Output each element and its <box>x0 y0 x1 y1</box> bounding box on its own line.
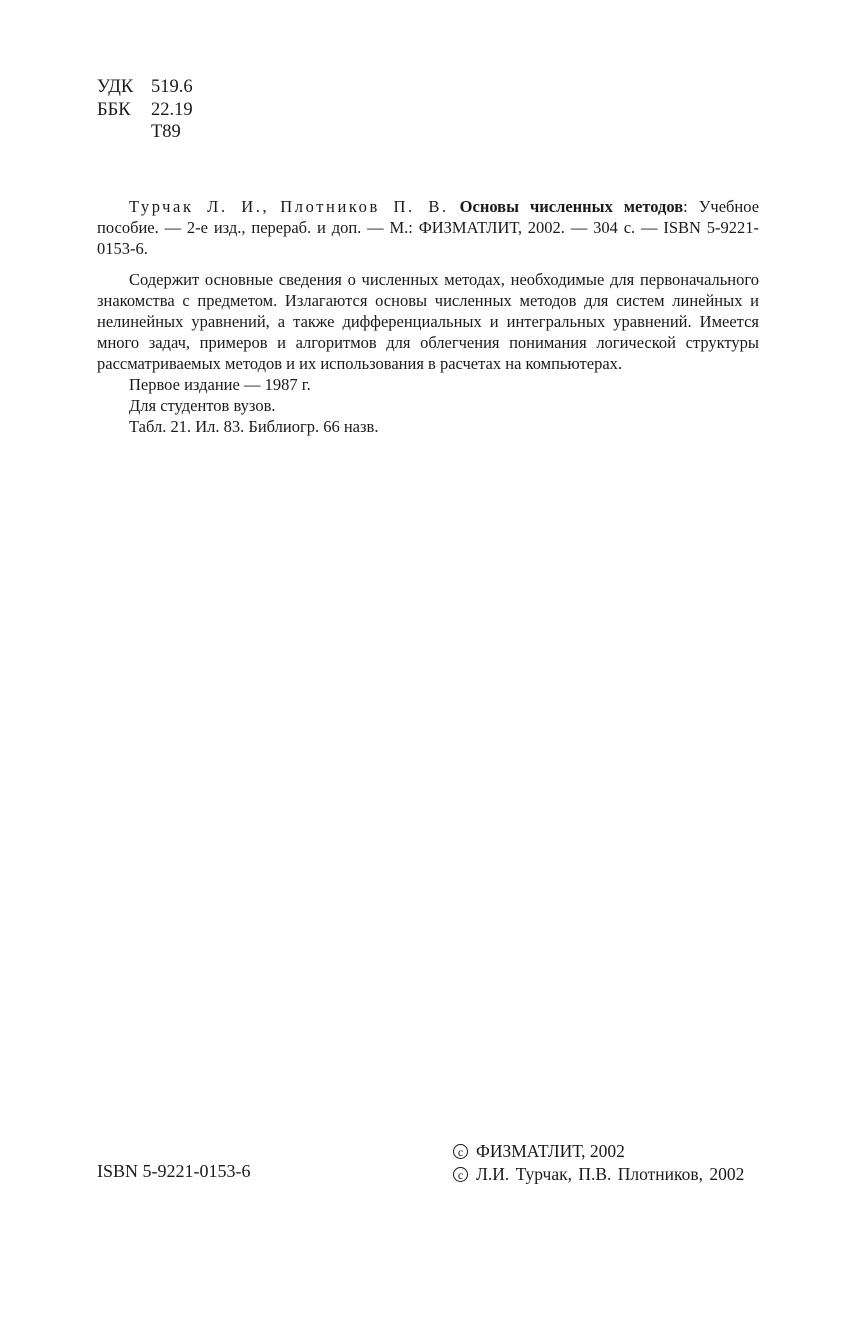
annotation-paragraph: Содержит основные сведения о численных методах, необходимые для первоначального знакомства с предметом. Излагаются основы численных методов для систем линейных и нелинейных уравнений, а также дифференциальных и интегральных уравнений. Имеется много задач, примеров и алгоритмов для облегчения понимания логической структуры рассматриваемых методов и их использования в расчетах на компьютерах. <box>97 270 759 373</box>
code-key: ББК <box>97 99 131 120</box>
copyright-publisher <box>453 1140 759 1163</box>
copyright-icon: c <box>453 1144 468 1159</box>
copyright-text: ФИЗМАТЛИТ, 2002 <box>476 1141 625 1161</box>
classification-codes <box>97 76 193 144</box>
udc-code <box>97 76 193 99</box>
book-title: Основы численных методов <box>459 197 684 216</box>
bibliographic-record <box>97 196 759 259</box>
code-value: 519.6 <box>151 77 193 97</box>
publication-details: : Учебное пособие. — 2-е изд., перераб. и доп. — М.: ФИЗМАТЛИТ, 2002. — 304 с. — ISBN 5-9221-0153-6. <box>97 197 760 258</box>
copyright-authors <box>453 1163 759 1186</box>
copyright-icon: c <box>453 1167 468 1182</box>
code-key: УДК <box>97 77 134 97</box>
annotation <box>97 269 759 437</box>
code-value: Т89 <box>151 122 181 142</box>
author-second: Плотников П. В. <box>280 197 449 216</box>
author-first: Турчак Л. И., <box>129 197 270 216</box>
book-statistics: Табл. 21. Ил. 83. Библиогр. 66 назв. <box>129 417 379 436</box>
isbn-label: ISBN 5-9221-0153-6 <box>97 1161 251 1181</box>
author-mark <box>97 121 193 144</box>
copyright-text: Л.И. Турчак, П.В. Плотников, 2002 <box>476 1164 745 1184</box>
first-edition-note: Первое издание — 1987 г. <box>129 375 311 394</box>
bibliographic-entry <box>97 196 759 259</box>
code-key <box>97 121 151 144</box>
bbk-code <box>97 99 193 122</box>
audience-note: Для студентов вузов. <box>129 396 276 415</box>
copyright-notices <box>453 1140 759 1186</box>
code-value: 22.19 <box>151 99 193 120</box>
